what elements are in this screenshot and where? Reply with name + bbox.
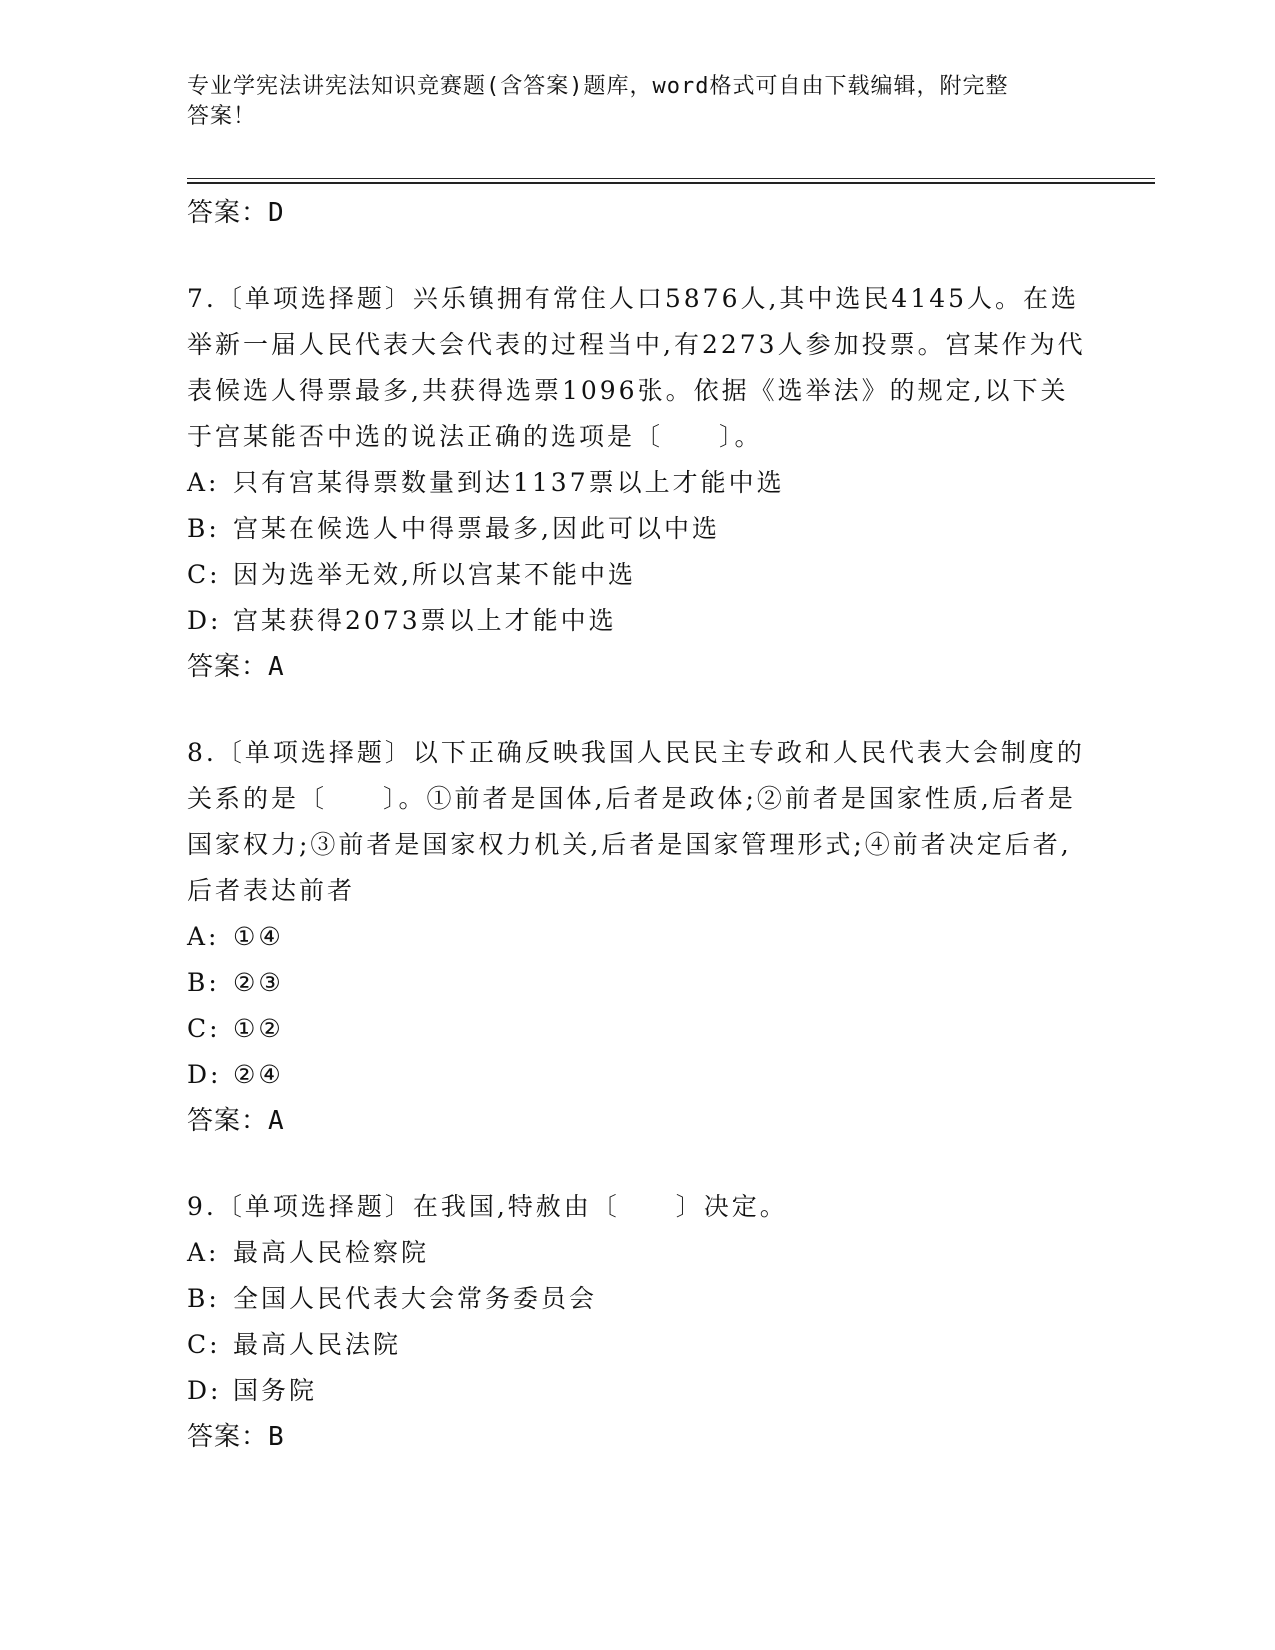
- document-header: [187, 72, 1087, 132]
- option-text: ①②: [233, 1014, 284, 1043]
- question-stem: 9.〔单项选择题〕在我国,特赦由〔 〕决定。: [187, 1192, 788, 1221]
- option-text: 国务院: [233, 1376, 318, 1405]
- header-rule-thick: [187, 182, 1155, 184]
- option-text: 最高人民检察院: [233, 1238, 430, 1267]
- option-letter: A:: [187, 1238, 220, 1267]
- option-letter: B:: [187, 1284, 220, 1313]
- question-8: [187, 730, 1087, 1144]
- question-answer: 答案：B: [187, 1422, 285, 1452]
- option-b: [187, 1276, 1087, 1322]
- header-line-1: 专业学宪法讲宪法知识竞赛题(含答案)题库，word格式可自由下载编辑，附完整: [187, 74, 1009, 99]
- option-letter: D:: [187, 606, 222, 635]
- option-letter: C:: [187, 560, 221, 589]
- question-stem: 7.〔单项选择题〕兴乐镇拥有常住人口5876人,其中选民4145人。在选举新一届人民代表大会代表的过程当中,有2273人参加投票。宫某作为代表候选人得票最多,共获得选票1096张。依据《选举法》的规定,以下关于宫某能否中选的说法正确的选项是〔 〕。: [187, 284, 1086, 451]
- document-body: [187, 190, 1087, 1460]
- option-text: 全国人民代表大会常务委员会: [233, 1284, 598, 1313]
- option-text: ②③: [233, 968, 284, 997]
- option-text: 宫某在候选人中得票最多,因此可以中选: [233, 514, 720, 543]
- option-text: 最高人民法院: [233, 1330, 402, 1359]
- option-text: ②④: [233, 1060, 284, 1089]
- option-text: ①④: [233, 922, 284, 951]
- option-text: 宫某获得2073票以上才能中选: [233, 606, 617, 635]
- option-d: [187, 1368, 1087, 1414]
- option-d: [187, 598, 1087, 644]
- option-b: [187, 506, 1087, 552]
- question-7: [187, 276, 1087, 690]
- option-b: [187, 960, 1087, 1006]
- question-9: [187, 1184, 1087, 1460]
- option-c: [187, 552, 1087, 598]
- option-letter: B:: [187, 968, 220, 997]
- header-line-2: 答案！: [187, 104, 257, 129]
- question-stem: 8.〔单项选择题〕以下正确反映我国人民民主专政和人民代表大会制度的关系的是〔 〕。①前者是国体,后者是政体;②前者是国家性质,后者是国家权力;③前者是国家权力机关,后者是国家管理形式;④前者决定后者,后者表达前者: [187, 738, 1085, 905]
- option-text: 只有宫某得票数量到达1137票以上才能中选: [233, 468, 785, 497]
- option-d: [187, 1052, 1087, 1098]
- option-c: [187, 1322, 1087, 1368]
- option-text: 因为选举无效,所以宫某不能中选: [233, 560, 636, 589]
- option-letter: D:: [187, 1060, 222, 1089]
- header-rule-thin: [187, 178, 1155, 179]
- option-letter: A:: [187, 922, 220, 951]
- option-letter: B:: [187, 514, 220, 543]
- option-a: [187, 1230, 1087, 1276]
- option-letter: C:: [187, 1330, 221, 1359]
- option-c: [187, 1006, 1087, 1052]
- option-a: [187, 460, 1087, 506]
- question-answer: 答案：A: [187, 1106, 285, 1136]
- question-answer: 答案：A: [187, 652, 285, 682]
- option-letter: D:: [187, 1376, 222, 1405]
- option-letter: A:: [187, 468, 220, 497]
- previous-question-answer: 答案：D: [187, 198, 285, 228]
- option-a: [187, 914, 1087, 960]
- option-letter: C:: [187, 1014, 221, 1043]
